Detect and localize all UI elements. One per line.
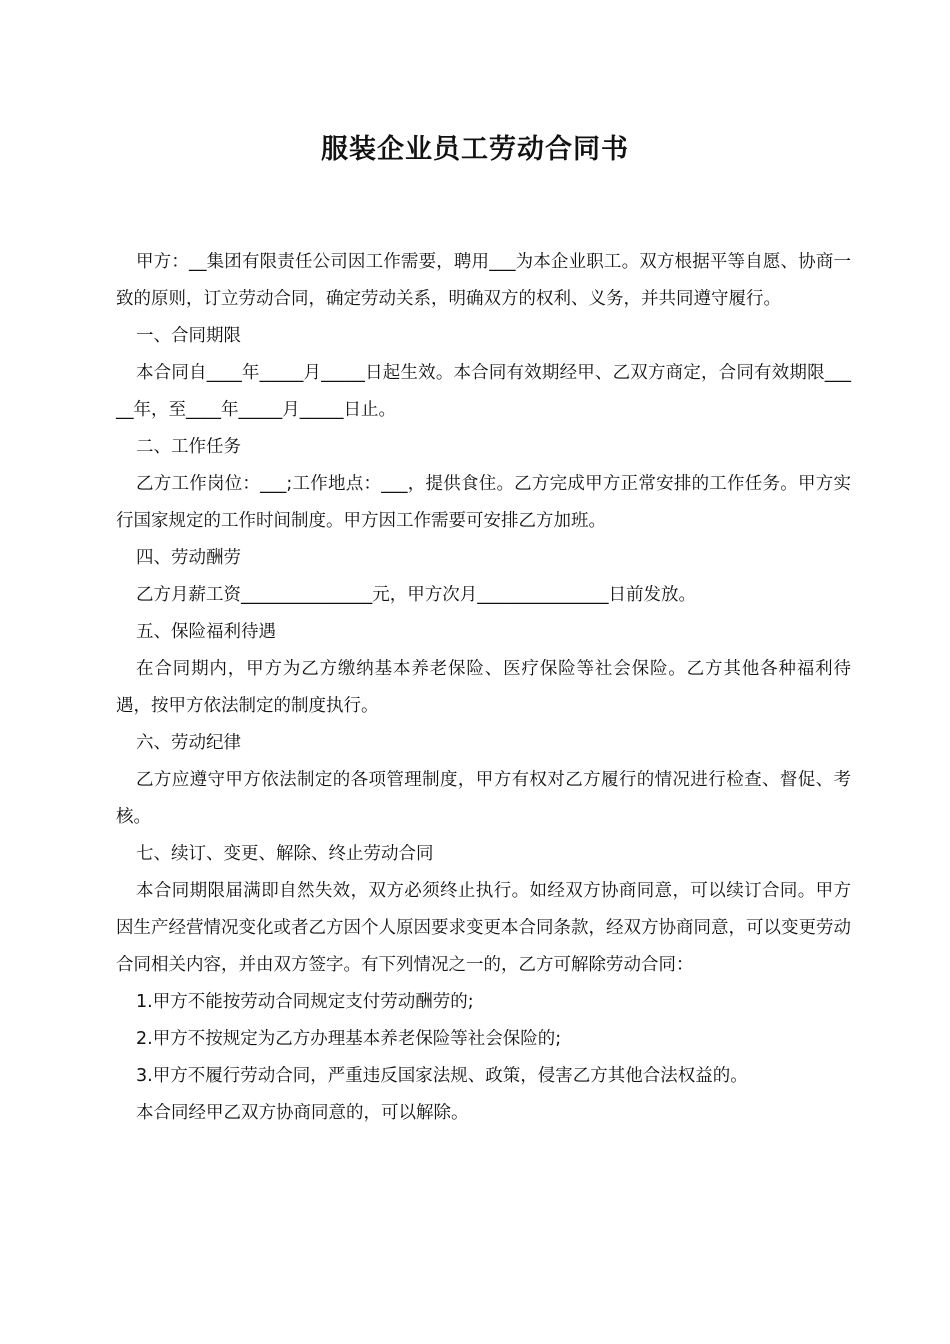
- section-body-termination: 本合同期限届满即自然失效，双方必须终止执行。如经双方协商同意，可以续订合同。甲方因生产经营情况变化或者乙方因个人原因要求变更本合同条款，经双方协商同意，可以变更劳动合同相关内容，并由双方签字。有下列情况之一的，乙方可解除劳动合同：: [116, 881, 851, 975]
- section-body-term: 本合同自____年_____月_____日起生效。本合同有效期经甲、乙双方商定，合同有效期限_____年，至____年_____月_____日止。: [116, 363, 851, 420]
- section-body-pay: 乙方月薪工资_______________元，甲方次月_______________日前发放。: [136, 585, 696, 605]
- section-body-duties: 乙方工作岗位：___;工作地点：___，提供食住。乙方完成甲方正常安排的工作任务。甲方实行国家规定的工作时间制度。甲方因工作需要可安排乙方加班。: [116, 474, 851, 531]
- list-item: 3.甲方不履行劳动合同，严重违反国家法规、政策，侵害乙方其他合法权益的。: [136, 1066, 748, 1086]
- intro-paragraph: 甲方：__集团有限责任公司因工作需要，聘用___为本企业职工。双方根据平等自愿、协商一致的原则，订立劳动合同，确定劳动关系，明确双方的权利、义务，并共同遵守履行。: [116, 252, 851, 309]
- document-body: [116, 244, 851, 1132]
- section-heading-insurance: 五、保险福利待遇: [136, 622, 276, 642]
- list-item: 2.甲方不按规定为乙方办理基本养老保险等社会保险的;: [136, 1029, 562, 1049]
- section-heading-duties: 二、工作任务: [136, 437, 241, 457]
- list-item: 1.甲方不能按劳动合同规定支付劳动酬劳的;: [136, 992, 474, 1012]
- section-heading-discipline: 六、劳动纪律: [136, 733, 241, 753]
- section-heading-termination: 七、续订、变更、解除、终止劳动合同: [136, 844, 434, 864]
- closing-paragraph: 本合同经甲乙双方协商同意的，可以解除。: [136, 1103, 469, 1123]
- section-heading-pay: 四、劳动酬劳: [136, 548, 241, 568]
- section-heading-term: 一、合同期限: [136, 326, 241, 346]
- section-body-discipline: 乙方应遵守甲方依法制定的各项管理制度，甲方有权对乙方履行的情况进行检查、督促、考核。: [116, 770, 851, 827]
- page-title: 服装企业员工劳动合同书: [321, 134, 629, 165]
- section-body-insurance: 在合同期内，甲方为乙方缴纳基本养老保险、医疗保险等社会保险。乙方其他各种福利待遇，按甲方依法制定的制度执行。: [116, 659, 851, 716]
